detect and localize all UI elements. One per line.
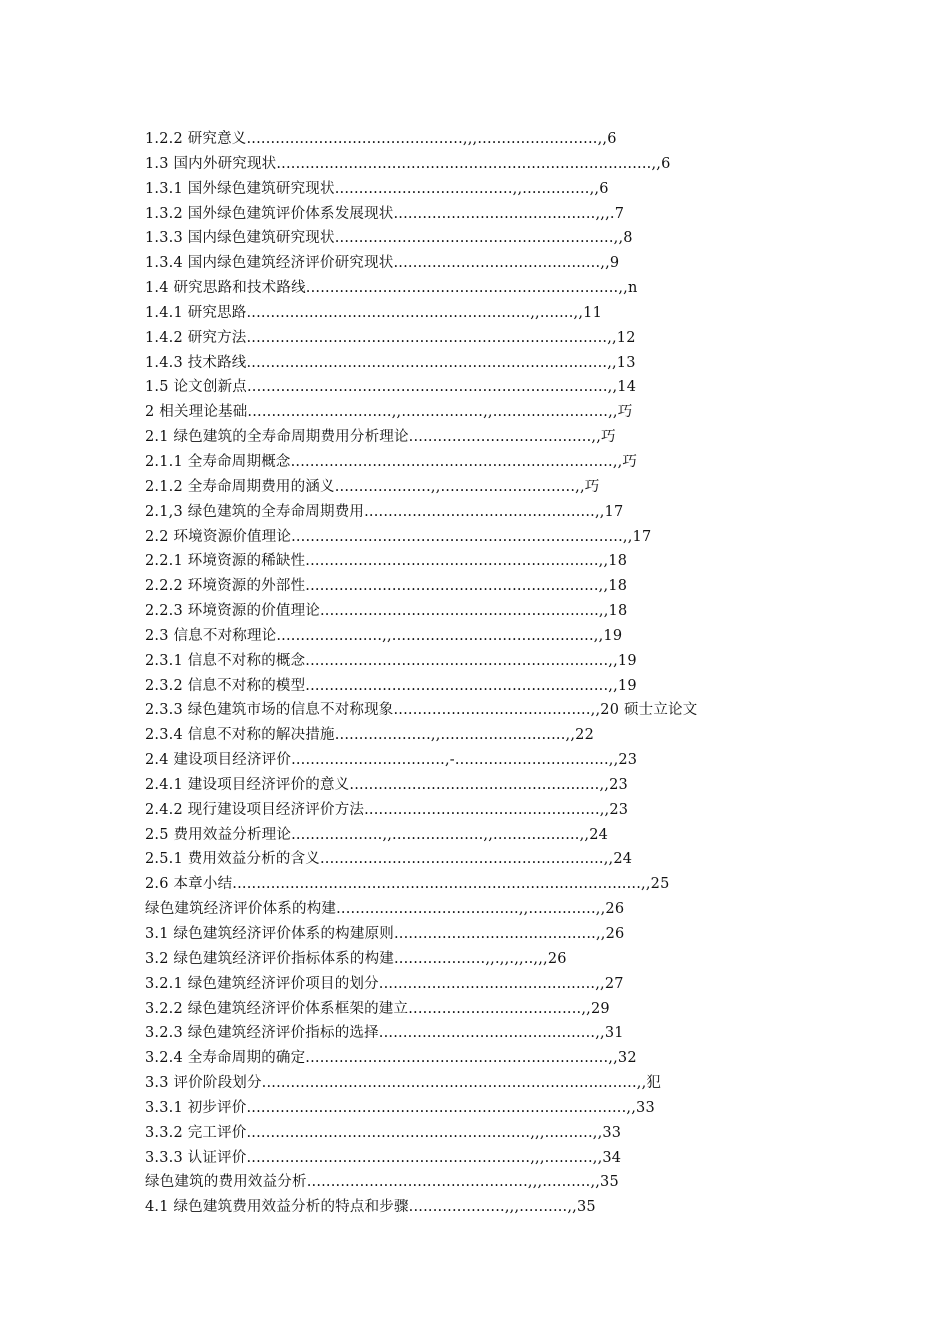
toc-entry: 2.3.4 信息不对称的解决措施....................,,..........................,,22 (145, 727, 595, 744)
toc-entry: 1.3.1 国外绿色建筑研究现状.....................................,,..............,,6 (145, 180, 609, 197)
toc-entry: 2.2 环境资源价值理论.....................................................................,,17 (145, 528, 652, 545)
toc-entry: 1.4.1 研究思路...........................................................,,.......,,11 (145, 304, 602, 321)
toc-entry: 2.3.3 绿色建筑市场的信息不对称现象.........................................,,20 硕士立论文 (145, 702, 698, 719)
toc-entry: 1.2.2 研究意义.............................................,,,.........................,,6 (145, 131, 617, 147)
toc-entry: 2.1,3 绿色建筑的全寿命周期费用................................................,,17 (145, 503, 624, 520)
toc-entry: 2.2.3 环境资源的价值理论..........................................................,,18 (145, 603, 628, 620)
toc-entry: 1.5 论文创新点...........................................................................,,14 (145, 379, 637, 396)
toc-entry: 2.3.2 信息不对称的模型...............................................................,,19 (145, 677, 637, 694)
toc-entry: 2.4 建设项目经济评价................................,-................................,,23 (145, 752, 638, 769)
toc-entry: 1.3.2 国外绿色建筑评价体系发展现状..........................................,,,.7 (145, 205, 625, 222)
toc-entry: 2.1.1 全寿命周期概念...................................................................,,巧 (145, 453, 638, 470)
toc-entry: 3.2.4 全寿命周期的确定...............................................................,,32 (145, 1050, 637, 1067)
toc-entry: 绿色建筑经济评价体系的构建......................................,,..............,,26 (145, 901, 625, 918)
toc-entry: 2.1.2 全寿命周期费用的涵义....................,,............................,,巧 (145, 478, 600, 495)
toc-entry: 3.3.1 初步评价...............................................................................,,33 (145, 1099, 655, 1116)
toc-entry: 4.1 绿色建筑费用效益分析的特点和步骤....................,,,..........,,35 (145, 1199, 596, 1216)
toc-entry: 3.3.3 认证评价...........................................................,,,..........,,34 (145, 1149, 622, 1166)
toc-entry: 3.2.1 绿色建筑经济评价项目的划分.............................................,,27 (145, 975, 624, 992)
toc-entry: 3.3 评价阶段划分..............................................................................,,犯 (145, 1075, 662, 1092)
toc-entry: 2.2.2 环境资源的外部性.............................................................,,18 (145, 578, 628, 595)
toc-entry: 1.4.3 技术路线...........................................................................,,13 (145, 354, 636, 371)
toc-entry: 2.5.1 费用效益分析的含义...........................................................,,24 (145, 851, 633, 868)
toc-entry: 2 相关理论基础..............................,,.................,,........................,,巧 (145, 404, 633, 421)
toc-entry: 2.5 费用效益分析理论...................,,...................,,..................,,24 (145, 826, 609, 843)
toc-entry: 3.2.3 绿色建筑经济评价指标的选择.............................................,,31 (145, 1025, 624, 1042)
toc-entry: 1.3.4 国内绿色建筑经济评价研究现状...........................................,,9 (145, 255, 620, 272)
toc-entry: 3.3.2 完工评价...........................................................,,,..........,,33 (145, 1124, 622, 1141)
toc-entry: 1.4.2 研究方法...........................................................................,,12 (145, 329, 636, 346)
toc-entry: 2.2.1 环境资源的稀缺性.............................................................,,18 (145, 553, 628, 570)
toc-entry: 3.1 绿色建筑经济评价体系的构建原则..........................................,,26 (145, 926, 625, 942)
toc-entry: 绿色建筑的费用效益分析..............................................,,,..........,,35 (145, 1174, 619, 1191)
toc-entry: 2.1 绿色建筑的全寿命周期费用分析理论......................................,,巧 (145, 429, 616, 446)
toc-entry: 3.2.2 绿色建筑经济评价体系框架的建立....................................,,29 (145, 1000, 610, 1017)
toc-entry: 2.6 本章小结.....................................................................................,,25 (145, 876, 670, 893)
toc-entry: 1.3.3 国内绿色建筑研究现状..........................................................,,8 (145, 230, 633, 247)
toc-entry: 2.4.2 现行建设项目经济评价方法.................................................,,23 (145, 801, 629, 818)
toc-entry: 2.3.1 信息不对称的概念...............................................................,,19 (145, 652, 637, 669)
toc-entry: 1.4 研究思路和技术路线.................................................................,,n (145, 280, 638, 297)
table-of-contents (145, 127, 845, 1220)
toc-entry: 1.3 国内外研究现状..............................................................................,,6 (145, 155, 671, 172)
toc-entry: 2.4.1 建设项目经济评价的意义....................................................,,23 (145, 776, 628, 793)
toc-entry: 2.3 信息不对称理论......................,,..........................................,,19 (145, 627, 623, 644)
toc-entry: 3.2 绿色建筑经济评价指标体系的构建...................,,.,,.,,..,,,26 (145, 950, 567, 967)
